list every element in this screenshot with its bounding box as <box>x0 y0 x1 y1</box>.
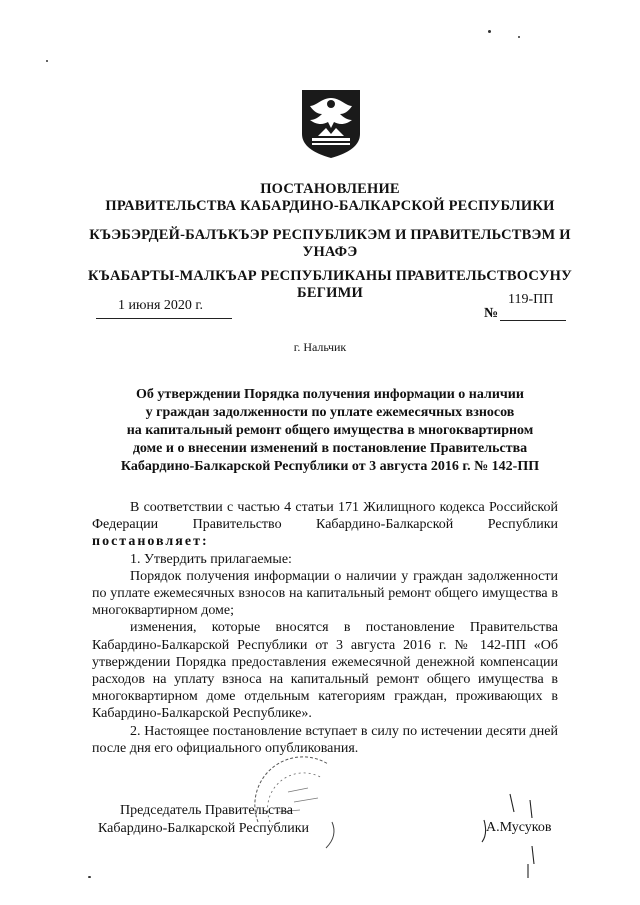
body-paragraph: 2. Настоящее постановление вступает в силу по истечении десяти дней после дня его официального опубликования. <box>92 723 558 756</box>
document-date: 1 июня 2020 г. <box>118 298 204 313</box>
scan-speck <box>518 36 520 38</box>
signatory-position: Председатель Правительства <box>120 803 293 818</box>
number-underline <box>500 320 566 321</box>
doc-type-heading: ПОСТАНОВЛЕНИЕ <box>260 181 400 197</box>
body-paragraph <box>92 499 558 551</box>
city-name: г. Нальчик <box>293 340 347 354</box>
government-name-kabardian: КЪЭБЭРДЕЙ-БАЛЪКЪЭР РЕСПУБЛИКЭМ И ПРАВИТЕЛЬСТВЭМ И <box>89 227 571 243</box>
document-title <box>90 386 570 476</box>
body-paragraph-text: В соответствии с частью 4 статьи 171 Жилищного кодекса Российской Федерации Правительство Кабардино-Балкарской Республики <box>92 500 558 533</box>
title-line: на капитальный ремонт общего имущества в многоквартирном <box>126 423 534 438</box>
signatory-name: А.Мусуков <box>486 820 552 835</box>
title-line: Кабардино-Балкарской Республики от 3 августа 2016 г. № 142-ПП <box>120 459 540 474</box>
scan-speck <box>488 30 491 33</box>
resolve-word: постановляет: <box>92 534 209 550</box>
government-name-balkar-cont: БЕГИМИ <box>297 285 363 301</box>
scan-speck <box>88 876 91 878</box>
document-number: 119-ПП <box>508 292 554 307</box>
number-sign: № <box>484 306 499 321</box>
scan-speck <box>46 60 48 62</box>
body-paragraph: Порядок получения информации о наличии у граждан задолженности по уплате ежемесячных взносов на капитальный ремонт общего имущества в многоквартирном доме; <box>92 568 558 619</box>
document-body <box>92 499 558 757</box>
title-line: Об утверждении Порядка получения информации о наличии <box>136 387 524 402</box>
title-line: доме и о внесении изменений в постановление Правительства <box>132 441 528 456</box>
signatory-position-cont: Кабардино-Балкарской Республики <box>98 821 309 836</box>
title-line: у граждан задолженности по уплате ежемесячных взносов <box>145 405 515 420</box>
body-paragraph: 1. Утвердить прилагаемые: <box>130 551 292 567</box>
coat-of-arms-emblem <box>300 88 362 160</box>
government-name-kabardian-cont: УНАФЭ <box>302 244 358 260</box>
government-name-russian: ПРАВИТЕЛЬСТВА КАБАРДИНО-БАЛКАРСКОЙ РЕСПУБЛИКИ <box>105 198 555 214</box>
body-paragraph: изменения, которые вносятся в постановление Правительства Кабардино-Балкарской Республики от 3 августа 2016 г. № 142-ПП «Об утверждении Порядка предоставления ежемесячной денежной компенсации расходов на уплату взноса на капитальный ремонт общего имущества в многоквартирном доме отдельным категориям граждан, проживающих в Кабардино-Балкарской Республике». <box>92 620 558 722</box>
government-name-balkar: КЪАБАРТЫ-МАЛКЪАР РЕСПУБЛИКАНЫ ПРАВИТЕЛЬСТВОСУНУ <box>88 268 572 284</box>
date-underline <box>96 318 232 319</box>
